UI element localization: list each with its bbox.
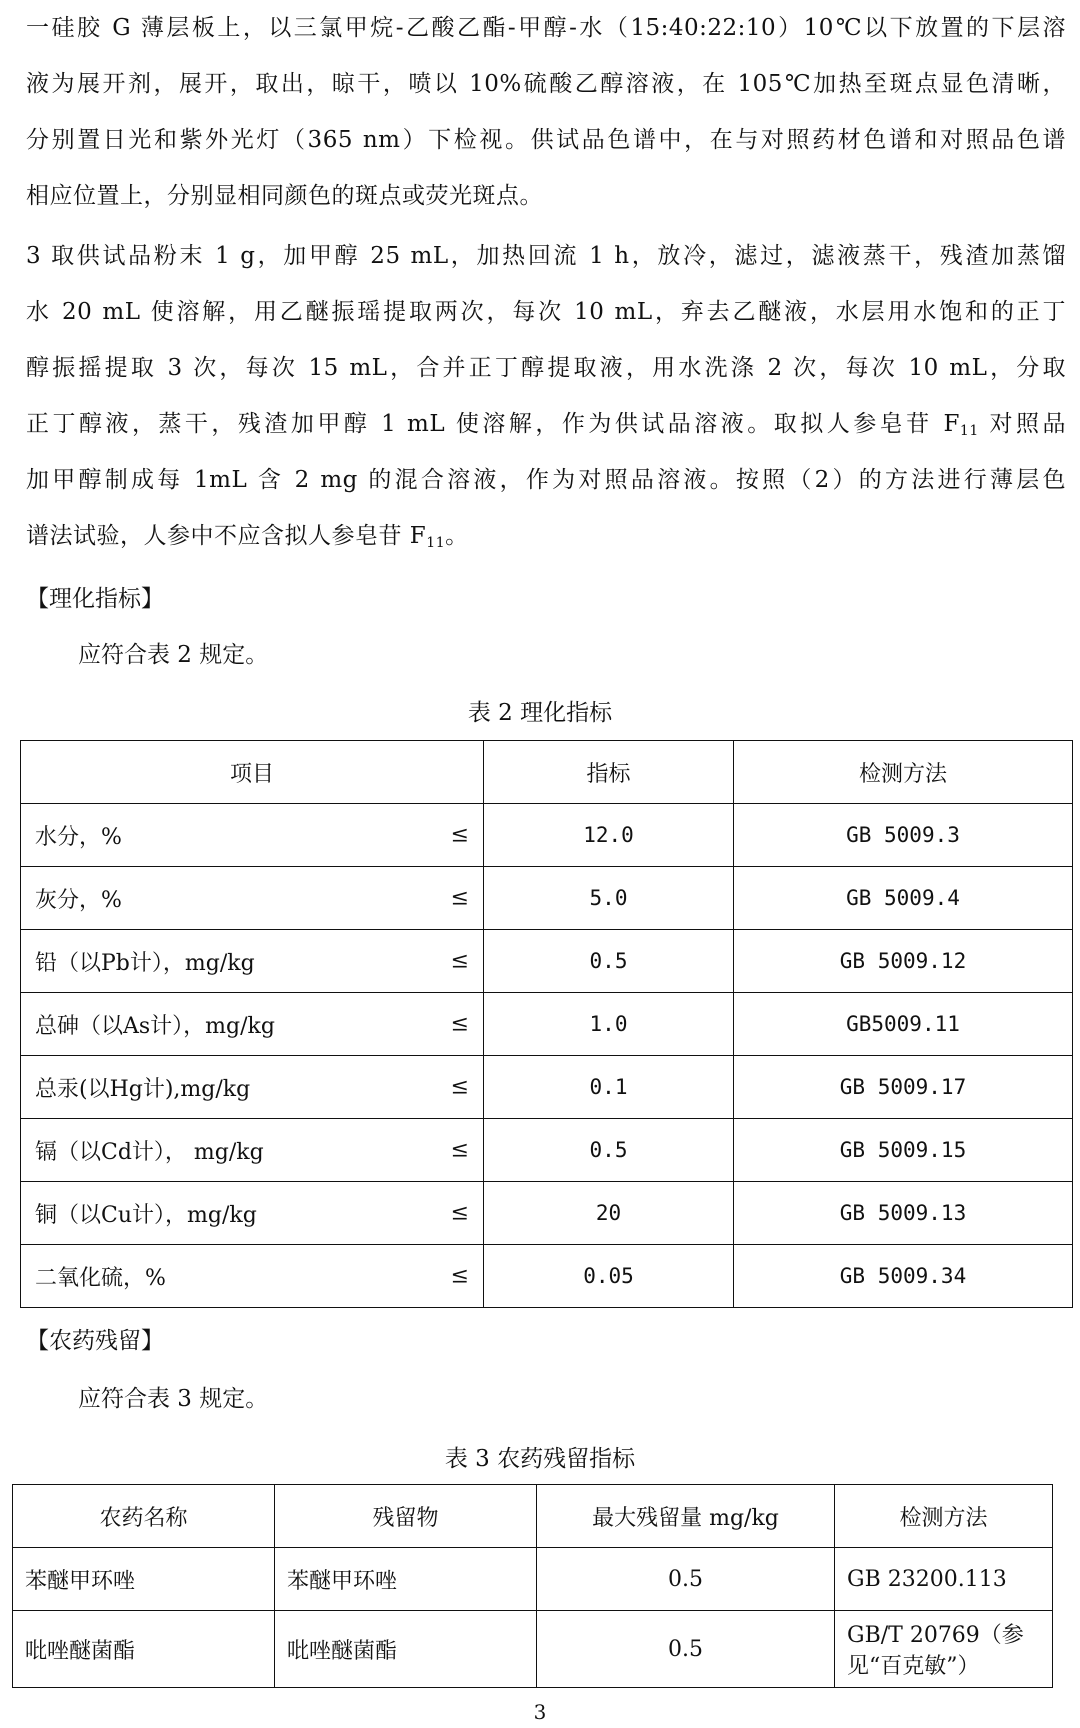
section-heading-pesticide: 【农药残留】 <box>26 1328 164 1354</box>
table-row <box>21 1056 1073 1119</box>
table-pesticide <box>12 1484 1053 1688</box>
cell-residue: 吡唑醚菌酯 <box>275 1611 537 1688</box>
operator-le: ≤ <box>450 1074 469 1100</box>
table-physchem <box>20 740 1073 1308</box>
header-residue: 残留物 <box>275 1485 537 1548</box>
cell-limit: 12.0 <box>484 804 734 867</box>
cell-limit: 0.5 <box>484 1119 734 1182</box>
section-heading-physchem: 【理化指标】 <box>26 586 164 612</box>
cell-max-residue: 0.5 <box>537 1548 835 1611</box>
text-line: 醇振摇提取 3 次，每次 15 mL，合并正丁醇提取液，用水洗涤 2 次，每次 10 mL，分取 <box>26 355 1066 381</box>
cell-method: GB 5009.3 <box>734 804 1073 867</box>
table-row <box>21 1119 1073 1182</box>
text-segment: 。 <box>445 523 469 549</box>
cell-residue: 苯醚甲环唑 <box>275 1548 537 1611</box>
item-label: 二氧化硫，% <box>35 1265 166 1291</box>
cell-method: GB 5009.12 <box>734 930 1073 993</box>
cell-method: GB 5009.17 <box>734 1056 1073 1119</box>
table-header-row <box>13 1485 1053 1548</box>
table-row <box>13 1611 1053 1688</box>
text-segment: 对照品 <box>978 411 1066 437</box>
cell-pesticide-name: 苯醚甲环唑 <box>13 1548 275 1611</box>
text-line: 水 20 mL 使溶解，用乙醚振瑶提取两次，每次 10 mL，弃去乙醚液，水层用水饱和的正丁 <box>26 299 1066 325</box>
cell-method <box>835 1611 1053 1688</box>
method-line: 见“百克敏”） <box>847 1654 980 1679</box>
section-intro-pesticide: 应符合表 3 规定。 <box>78 1386 269 1412</box>
cell-item <box>21 930 484 993</box>
header-max-residue: 最大残留量 mg/kg <box>537 1485 835 1548</box>
cell-limit: 1.0 <box>484 993 734 1056</box>
text-line <box>26 396 1066 452</box>
cell-item <box>21 1245 484 1308</box>
text-segment: 正丁醇液，蒸干，残渣加甲醇 1 mL 使溶解，作为供试品溶液。取拟人参皂苷 F <box>26 411 960 437</box>
paragraph-tlc-conditions <box>26 0 1066 224</box>
table-row <box>21 1245 1073 1308</box>
item-label: 总汞(以Hg计),mg/kg <box>35 1076 251 1102</box>
text-line: 3 取供试品粉末 1 g，加甲醇 25 mL，加热回流 1 h，放冷，滤过，滤液蒸干，残渣加蒸馏 <box>26 243 1066 269</box>
header-pesticide-name: 农药名称 <box>13 1485 275 1548</box>
cell-pesticide-name: 吡唑醚菌酯 <box>13 1611 275 1688</box>
text-line: 液为展开剂，展开，取出，晾干，喷以 10%硫酸乙醇溶液，在 105℃加热至斑点显色清晰， <box>26 71 1066 97</box>
method-line: GB/T 20769（参 <box>847 1623 1024 1648</box>
table-row <box>13 1548 1053 1611</box>
table-header-row <box>21 741 1073 804</box>
text-line: 加甲醇制成每 1mL 含 2 mg 的混合溶液，作为对照品溶液。按照（2）的方法进行薄层色 <box>26 467 1066 493</box>
operator-le: ≤ <box>450 1263 469 1289</box>
operator-le: ≤ <box>450 948 469 974</box>
item-label: 总砷（以As计），mg/kg <box>35 1013 275 1039</box>
operator-le: ≤ <box>450 1200 469 1226</box>
table-3-caption: 表 3 农药残留指标 <box>444 1446 636 1472</box>
cell-item <box>21 804 484 867</box>
subscript: 11 <box>959 423 979 439</box>
cell-item <box>21 1056 484 1119</box>
cell-method: GB 5009.15 <box>734 1119 1073 1182</box>
table-row <box>21 1182 1073 1245</box>
cell-limit: 5.0 <box>484 867 734 930</box>
cell-method: GB5009.11 <box>734 993 1073 1056</box>
item-label: 铜（以Cu计），mg/kg <box>35 1202 257 1228</box>
text-line <box>26 508 1066 564</box>
operator-le: ≤ <box>450 885 469 911</box>
text-line: 分别置日光和紫外光灯（365 nm）下检视。供试品色谱中，在与对照药材色谱和对照品色谱 <box>26 127 1066 153</box>
header-limit: 指标 <box>484 741 734 804</box>
header-method: 检测方法 <box>734 741 1073 804</box>
cell-limit: 0.05 <box>484 1245 734 1308</box>
cell-method: GB 5009.4 <box>734 867 1073 930</box>
header-method: 检测方法 <box>835 1485 1053 1548</box>
operator-le: ≤ <box>450 1011 469 1037</box>
item-label: 铅（以Pb计），mg/kg <box>35 950 255 976</box>
page-number: 3 <box>533 1700 547 1724</box>
text-line: 相应位置上，分别显相同颜色的斑点或荧光斑点。 <box>26 183 543 209</box>
header-item: 项目 <box>21 741 484 804</box>
cell-limit: 20 <box>484 1182 734 1245</box>
cell-item <box>21 1182 484 1245</box>
item-label: 水分，% <box>35 824 122 850</box>
cell-limit: 0.1 <box>484 1056 734 1119</box>
table-2-caption: 表 2 理化指标 <box>467 700 613 726</box>
item-label: 灰分，% <box>35 887 122 913</box>
table-row <box>21 993 1073 1056</box>
table-row <box>21 867 1073 930</box>
table-row <box>21 804 1073 867</box>
text-line: 一硅胶 G 薄层板上，以三氯甲烷-乙酸乙酯-甲醇-水（15:40:22:10）10℃以下放置的下层溶 <box>26 15 1066 41</box>
paragraph-item-3 <box>26 228 1066 564</box>
cell-method: GB 5009.13 <box>734 1182 1073 1245</box>
operator-le: ≤ <box>450 822 469 848</box>
text-segment: 谱法试验，人参中不应含拟人参皂苷 F <box>26 523 427 549</box>
cell-item <box>21 993 484 1056</box>
subscript: 11 <box>426 535 446 551</box>
method-line: GB 23200.113 <box>847 1566 1007 1592</box>
cell-method <box>835 1548 1053 1611</box>
cell-limit: 0.5 <box>484 930 734 993</box>
cell-item <box>21 867 484 930</box>
table-row <box>21 930 1073 993</box>
item-label: 镉（以Cd计）， mg/kg <box>35 1139 264 1165</box>
cell-item <box>21 1119 484 1182</box>
section-intro-physchem: 应符合表 2 规定。 <box>78 642 269 668</box>
cell-method: GB 5009.34 <box>734 1245 1073 1308</box>
operator-le: ≤ <box>450 1137 469 1163</box>
cell-max-residue: 0.5 <box>537 1611 835 1688</box>
